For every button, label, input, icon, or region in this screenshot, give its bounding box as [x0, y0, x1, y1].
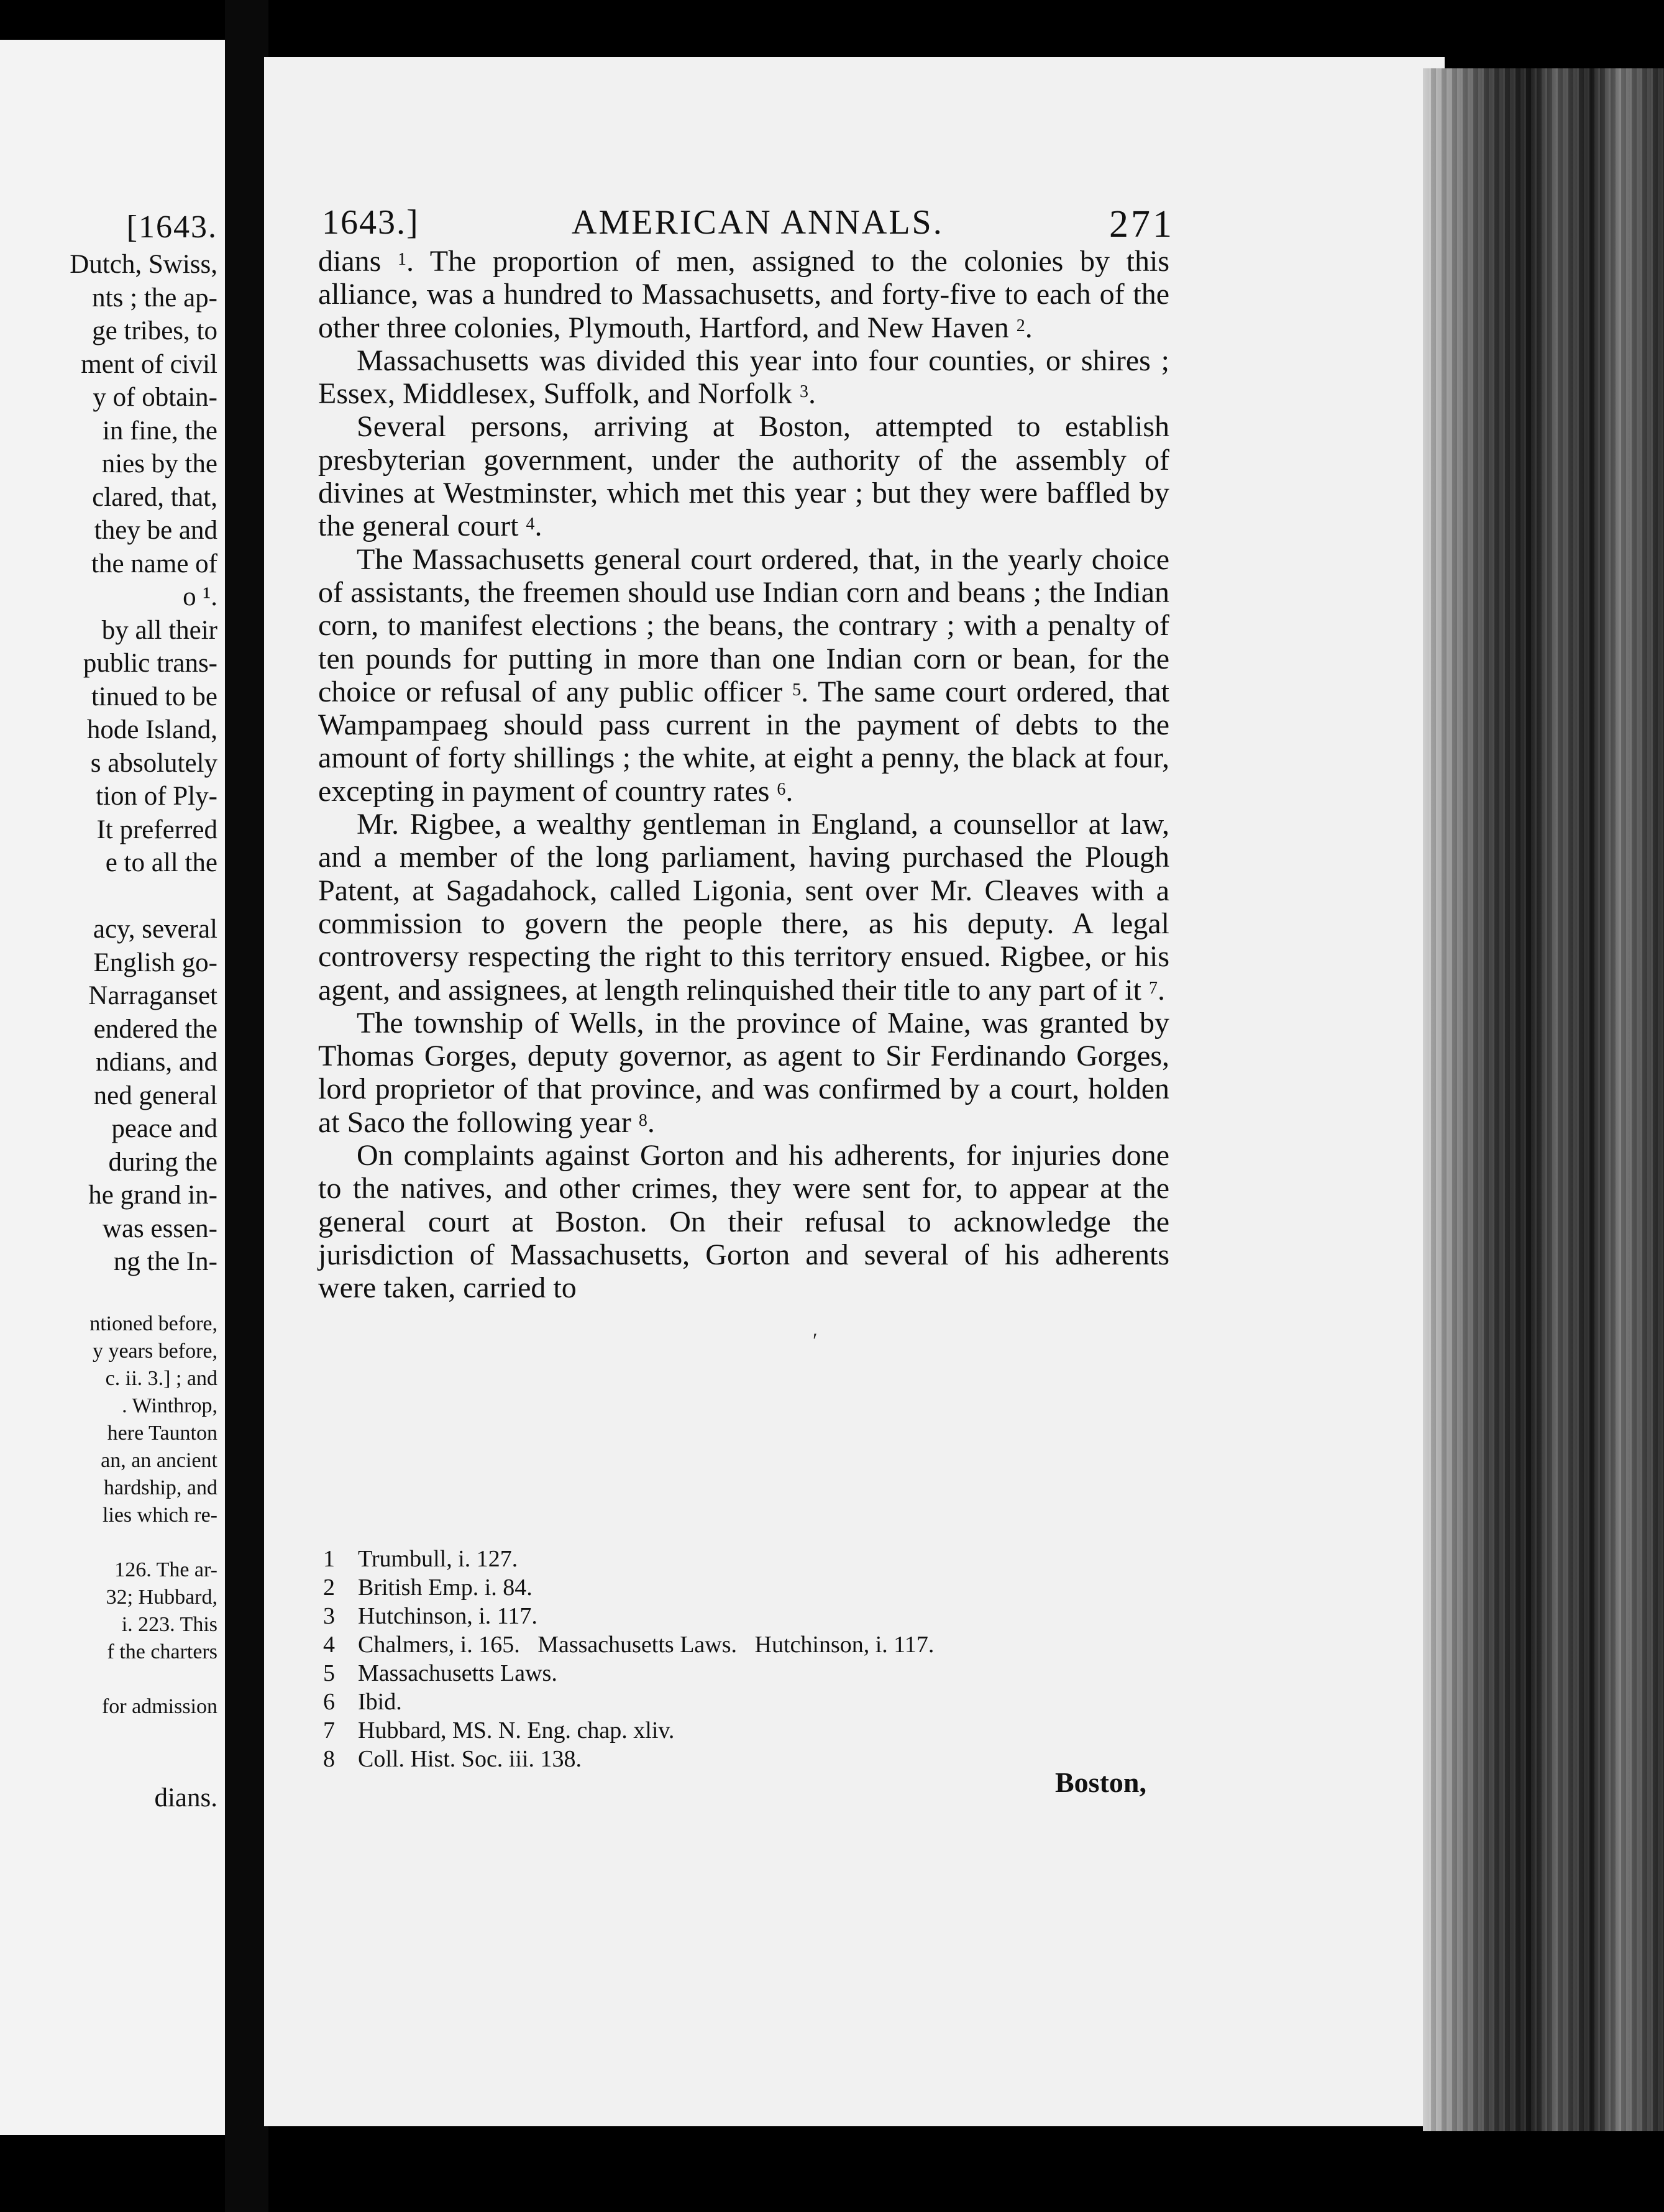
- paragraph: [318, 543, 1169, 808]
- previous-page-line: they be and: [94, 516, 217, 545]
- previous-page-footnote-line: 126. The ar-: [114, 1558, 217, 1581]
- footnote-reference: 2: [1016, 316, 1025, 336]
- previous-page-line: tion of Ply-: [96, 782, 217, 811]
- paragraph-text: .: [1157, 973, 1165, 1007]
- previous-page-line: the name of: [91, 549, 217, 578]
- paragraph-text: .: [785, 774, 793, 808]
- paragraph-text: dians: [318, 245, 398, 278]
- previous-page-line: endered the: [93, 1014, 217, 1044]
- book-gutter: [225, 0, 268, 2212]
- previous-page-line: in fine, the: [102, 416, 217, 446]
- previous-page-line: Dutch, Swiss,: [70, 250, 217, 279]
- paragraph-text: .: [647, 1105, 655, 1139]
- previous-page-line: nies by the: [101, 449, 217, 478]
- previous-page-line: e to all the: [105, 848, 217, 877]
- previous-page-footnote-line: lies which re-: [102, 1504, 217, 1527]
- paragraph-text: The Massachusetts general court ordered, that, in the yearly choice of assistants, the freemen should use Indian corn and beans ; the Indian corn, to manifest elections ; the beans, the contrary ; with a penalty of ten pounds for putting in more than one Indian corn or bean, for the choice or refusal of any public officer: [318, 542, 1169, 708]
- footnote: [323, 1573, 1150, 1602]
- footnote-number: 6: [323, 1689, 335, 1715]
- paragraph-text: . The same court ordered, that Wampampaeg should pass current in the payment of debts to the amount of forty shillings ; the white, at eight a penny, the black at four, excepting in payment of country rates: [318, 675, 1169, 808]
- footnotes: [323, 1545, 1150, 1773]
- footnote-reference: 5: [792, 680, 802, 700]
- previous-page-header: [1643.: [126, 209, 217, 245]
- previous-page-footnote-line: c. ii. 3.] ; and: [105, 1367, 217, 1390]
- footnote-text: Coll. Hist. Soc. iii. 138.: [358, 1746, 582, 1772]
- paragraph-text: On complaints against Gorton and his adherents, for injuries done to the natives, and other crimes, they were sent for, to appear at the general court at Boston. On their refusal to acknowledge the jurisdiction of Massachusetts, Gorton and several of his adherents were taken, carried to: [318, 1139, 1169, 1305]
- footnote-reference: 3: [800, 382, 809, 402]
- paragraph: [318, 410, 1169, 542]
- previous-page-line: was essen-: [102, 1213, 217, 1243]
- previous-page-footnote-line: f the charters: [107, 1640, 217, 1663]
- previous-page-line: during the: [108, 1147, 217, 1177]
- previous-page-footnote-line: . Winthrop,: [122, 1394, 217, 1417]
- previous-page-footnote-line: an, an ancient: [101, 1449, 217, 1472]
- previous-page-line: ge tribes, to: [92, 316, 217, 345]
- footnote-text: Ibid.: [358, 1689, 402, 1715]
- paragraph-text: Massachusetts was divided this year into four counties, or shires ; Essex, Middlesex, Suffolk, and Norfolk: [318, 344, 1169, 411]
- footnote-text: Hutchinson, i. 117.: [358, 1603, 537, 1629]
- footnote-reference: 6: [777, 779, 786, 799]
- previous-page-fragment: [0, 40, 225, 2135]
- footnote-text: Massachusetts Laws.: [358, 1660, 557, 1686]
- paragraph-text: .: [1025, 311, 1033, 344]
- footnote-number: 2: [323, 1574, 335, 1601]
- paragraph-text: . The proportion of men, assigned to the colonies by this alliance, was a hundred to Massachusetts, and forty-five to each of the other three colonies, Plymouth, Hartford, and New Haven: [318, 245, 1169, 344]
- previous-page-line: public trans-: [83, 649, 217, 678]
- previous-page-line: hode Island,: [86, 715, 217, 744]
- footnote: [323, 1716, 1150, 1745]
- footnote-reference: 8: [638, 1110, 647, 1130]
- stray-mark: ʹ: [813, 1330, 818, 1353]
- previous-page-line: ned general: [93, 1081, 217, 1110]
- previous-page-line: ment of civil: [81, 349, 217, 379]
- previous-page-line: ng the In-: [113, 1247, 217, 1276]
- previous-page-footnote-line: 32; Hubbard,: [106, 1586, 217, 1609]
- previous-page-line: he grand in-: [88, 1181, 217, 1210]
- footnote: [323, 1545, 1150, 1573]
- previous-page-line: by all their: [101, 615, 217, 645]
- footnote-text: Hubbard, MS. N. Eng. chap. xliv.: [358, 1717, 675, 1744]
- previous-page-line: s absolutely: [90, 748, 217, 778]
- footnote-number: 5: [323, 1660, 335, 1686]
- previous-page-line: o ¹.: [183, 582, 217, 611]
- catchword: Boston,: [1055, 1766, 1146, 1798]
- previous-page-footnote-line: ntioned before,: [89, 1312, 217, 1335]
- footnote-number: 1: [323, 1546, 335, 1572]
- paragraph-text: Several persons, arriving at Boston, attempted to establish presbyterian government, under the authority of the assembly of divines at Westminster, which met this year ; but they were baffled by the general court: [318, 410, 1169, 543]
- footnote: [323, 1745, 1150, 1773]
- paragraph-text: Mr. Rigbee, a wealthy gentleman in England, a counsellor at law, and a member of the long parliament, having purchased the Plough Patent, at Sagadahock, called Ligonia, sent over Mr. Cleaves with a commission to govern the people there, as his deputy. A legal controversy respecting the right to this territory ensued. Rigbee, or his agent, and assignees, at length relinquished their title to any part of it: [318, 808, 1169, 1007]
- footnote-number: 4: [323, 1632, 335, 1658]
- previous-page-line: acy, several: [93, 915, 217, 944]
- paragraph: [318, 1007, 1169, 1139]
- previous-page-line: English go-: [93, 948, 217, 977]
- footnote-reference: 7: [1148, 978, 1158, 998]
- paragraph: [318, 245, 1169, 344]
- footnote-reference: 4: [526, 514, 535, 534]
- previous-page-footnote-line: y years before,: [92, 1340, 217, 1363]
- previous-page-line: tinued to be: [91, 682, 217, 711]
- previous-page-line: y of obtain-: [93, 383, 217, 412]
- page-number: 271: [1109, 203, 1174, 245]
- page-edge-texture: [1429, 68, 1664, 2131]
- previous-page-line: peace and: [111, 1114, 217, 1143]
- previous-page-footnote-line: here Taunton: [107, 1422, 217, 1445]
- footnote-text: Chalmers, i. 165. Massachusetts Laws. Hutchinson, i. 117.: [358, 1632, 935, 1658]
- paragraph-text: The township of Wells, in the province of Maine, was granted by Thomas Gorges, deputy governor, as agent to Sir Ferdinando Gorges, lord proprietor of that province, and was confirmed by a court, holden at Saco the following year: [318, 1006, 1169, 1139]
- running-header-year: 1643.]: [322, 203, 419, 242]
- footnote: [323, 1630, 1150, 1659]
- running-header-title: AMERICAN ANNALS.: [572, 203, 944, 242]
- previous-page-catchword: dians.: [154, 1783, 217, 1812]
- paragraph: [318, 808, 1169, 1007]
- footnote: [323, 1659, 1150, 1688]
- footnote: [323, 1688, 1150, 1716]
- previous-page-line: clared, that,: [92, 482, 217, 512]
- previous-page-footnote-line: for admission: [101, 1695, 217, 1718]
- paragraph: [318, 1139, 1169, 1304]
- previous-page-line: nts ; the ap-: [92, 283, 217, 313]
- footnote-text: Trumbull, i. 127.: [358, 1546, 518, 1572]
- body-text: [318, 245, 1169, 1305]
- paragraph-text: .: [808, 377, 816, 411]
- footnote-number: 3: [323, 1603, 335, 1629]
- previous-page-footnote-line: i. 223. This: [121, 1613, 217, 1636]
- footnote-reference: 1: [397, 250, 406, 269]
- footnote-number: 7: [323, 1717, 335, 1744]
- previous-page-line: Narraganset: [88, 981, 217, 1010]
- footnote-number: 8: [323, 1746, 335, 1772]
- paragraph: [318, 344, 1169, 411]
- previous-page-footnote-line: hardship, and: [103, 1476, 217, 1499]
- previous-page-line: ndians, and: [96, 1048, 217, 1077]
- footnote-text: British Emp. i. 84.: [358, 1574, 533, 1601]
- footnote: [323, 1602, 1150, 1630]
- paragraph-text: .: [534, 510, 542, 543]
- previous-page-line: It preferred: [96, 815, 217, 844]
